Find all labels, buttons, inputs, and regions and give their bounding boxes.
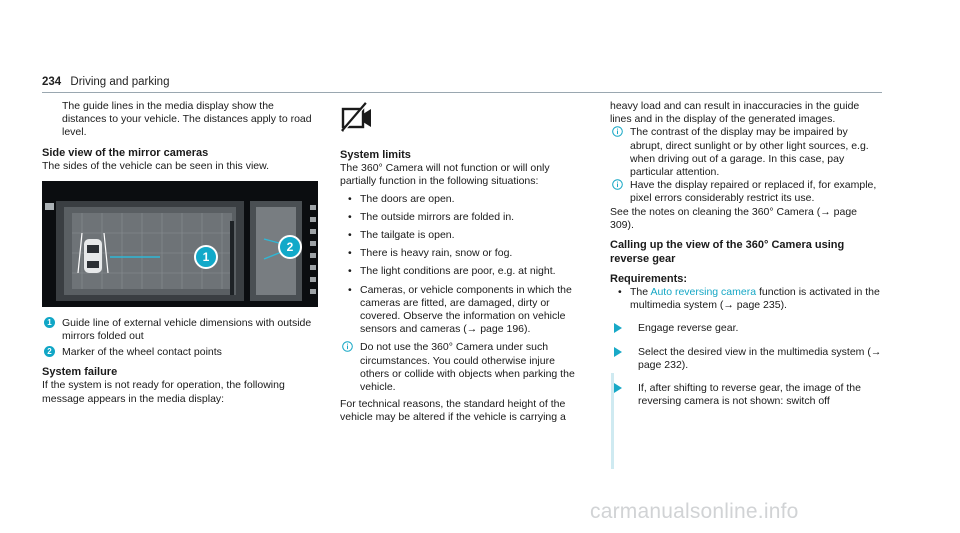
auto-reversing-camera-link[interactable]: Auto reversing camera <box>650 286 757 299</box>
side-view-heading: Side view of the mirror cameras <box>42 146 209 159</box>
legend-text-2: Marker of the wheel contact points <box>62 346 222 359</box>
legend-item-1 <box>42 317 318 343</box>
system-limits-heading: System limits <box>340 149 411 162</box>
page-number: 234 <box>42 76 62 88</box>
column-1 <box>42 100 318 406</box>
note-contrast <box>610 126 882 179</box>
technical-reasons-text: For technical reasons, the standard height of the vehicle may be altered if the vehicle is carrying a <box>340 398 566 424</box>
bullet-light: • The light conditions are poor, e.g. at night. <box>340 265 586 278</box>
info-icon <box>612 179 623 190</box>
watermark: carmanualsonline.info <box>590 500 799 523</box>
step-engage-reverse: Engage reverse gear. <box>610 322 882 335</box>
note-repair <box>610 179 882 205</box>
camera-display-graphic <box>42 181 318 307</box>
legend-text-1: Guide line of external vehicle dimensions with outside mirrors folded out <box>62 316 312 343</box>
continued-text: heavy load and can result in inaccuracies in the guide lines and in the display of the generated images. <box>610 100 860 126</box>
system-failure-heading: System failure <box>42 366 118 379</box>
bullet-tailgate: • The tailgate is open. <box>340 229 586 242</box>
page-header <box>42 76 169 88</box>
marker-2: 2 <box>278 235 302 259</box>
system-limits-intro: The 360° Camera will not function or will only partially function in the following situations: <box>340 162 550 188</box>
legend-badge-2: 2 <box>44 346 55 357</box>
bullet-cameras: • Cameras, or vehicle components in which the cameras are fitted, are damaged, dirty or covered. Observe the information on vehicle sensors and cameras (→ page 196). <box>340 284 586 337</box>
info-icon <box>612 126 623 137</box>
note-contrast-text: The contrast of the display may be impaired by abrupt, direct sunlight or by other light sources, e.g. when driving out of a garage. In this case, pay particular attention. <box>630 126 869 179</box>
system-failure-text: If the system is not ready for operation, the following message appears in the media display: <box>42 379 285 405</box>
step-if-not-shown: If, after shifting to reverse gear, the image of the reversing camera is not shown: switch off <box>610 382 882 408</box>
bullet-doors: • The doors are open. <box>340 193 586 206</box>
legend-item-2 <box>42 346 318 359</box>
note-repair-text: Have the display repaired or replaced if, for example, pixel errors considerably restrict its use. <box>630 179 877 205</box>
calling-up-heading: Calling up the view of the 360° Camera using reverse gear <box>610 239 845 266</box>
camera-display-image <box>42 181 318 307</box>
side-view-text: The sides of the vehicle can be seen in this view. <box>42 159 270 172</box>
legend-badge-1: 1 <box>44 317 55 328</box>
step-sidebar <box>611 373 614 469</box>
header-rule <box>42 92 882 93</box>
note-do-not-use <box>340 341 586 394</box>
info-icon <box>342 341 353 352</box>
column-3 <box>610 100 882 408</box>
step-select-view: Select the desired view in the multimedia system (→ page 232). <box>610 346 882 372</box>
requirements-heading: Requirements: <box>610 273 688 286</box>
camera-unavailable-icon <box>340 100 374 134</box>
step-arrow-icon <box>614 383 622 393</box>
intro-text: The guide lines in the media display show the distances to your vehicle. The distances apply to road level. <box>62 100 312 139</box>
requirement-item: • The Auto reversing camera function is activated in the multimedia system (→ page 235). <box>610 286 882 312</box>
section-title: Driving and parking <box>70 76 170 88</box>
note-text: Do not use the 360° Camera under such circumstances. You could otherwise injure others or collide with objects when parking the vehicle. <box>360 341 575 394</box>
bullet-weather: • There is heavy rain, snow or fog. <box>340 247 586 260</box>
step-arrow-icon <box>614 323 622 333</box>
marker-1: 1 <box>194 245 218 269</box>
step-arrow-icon <box>614 347 622 357</box>
column-2 <box>340 100 586 425</box>
cleaning-reference: See the notes on cleaning the 360° Camera (→ page 309). <box>610 205 858 231</box>
bullet-mirrors: • The outside mirrors are folded in. <box>340 211 586 224</box>
